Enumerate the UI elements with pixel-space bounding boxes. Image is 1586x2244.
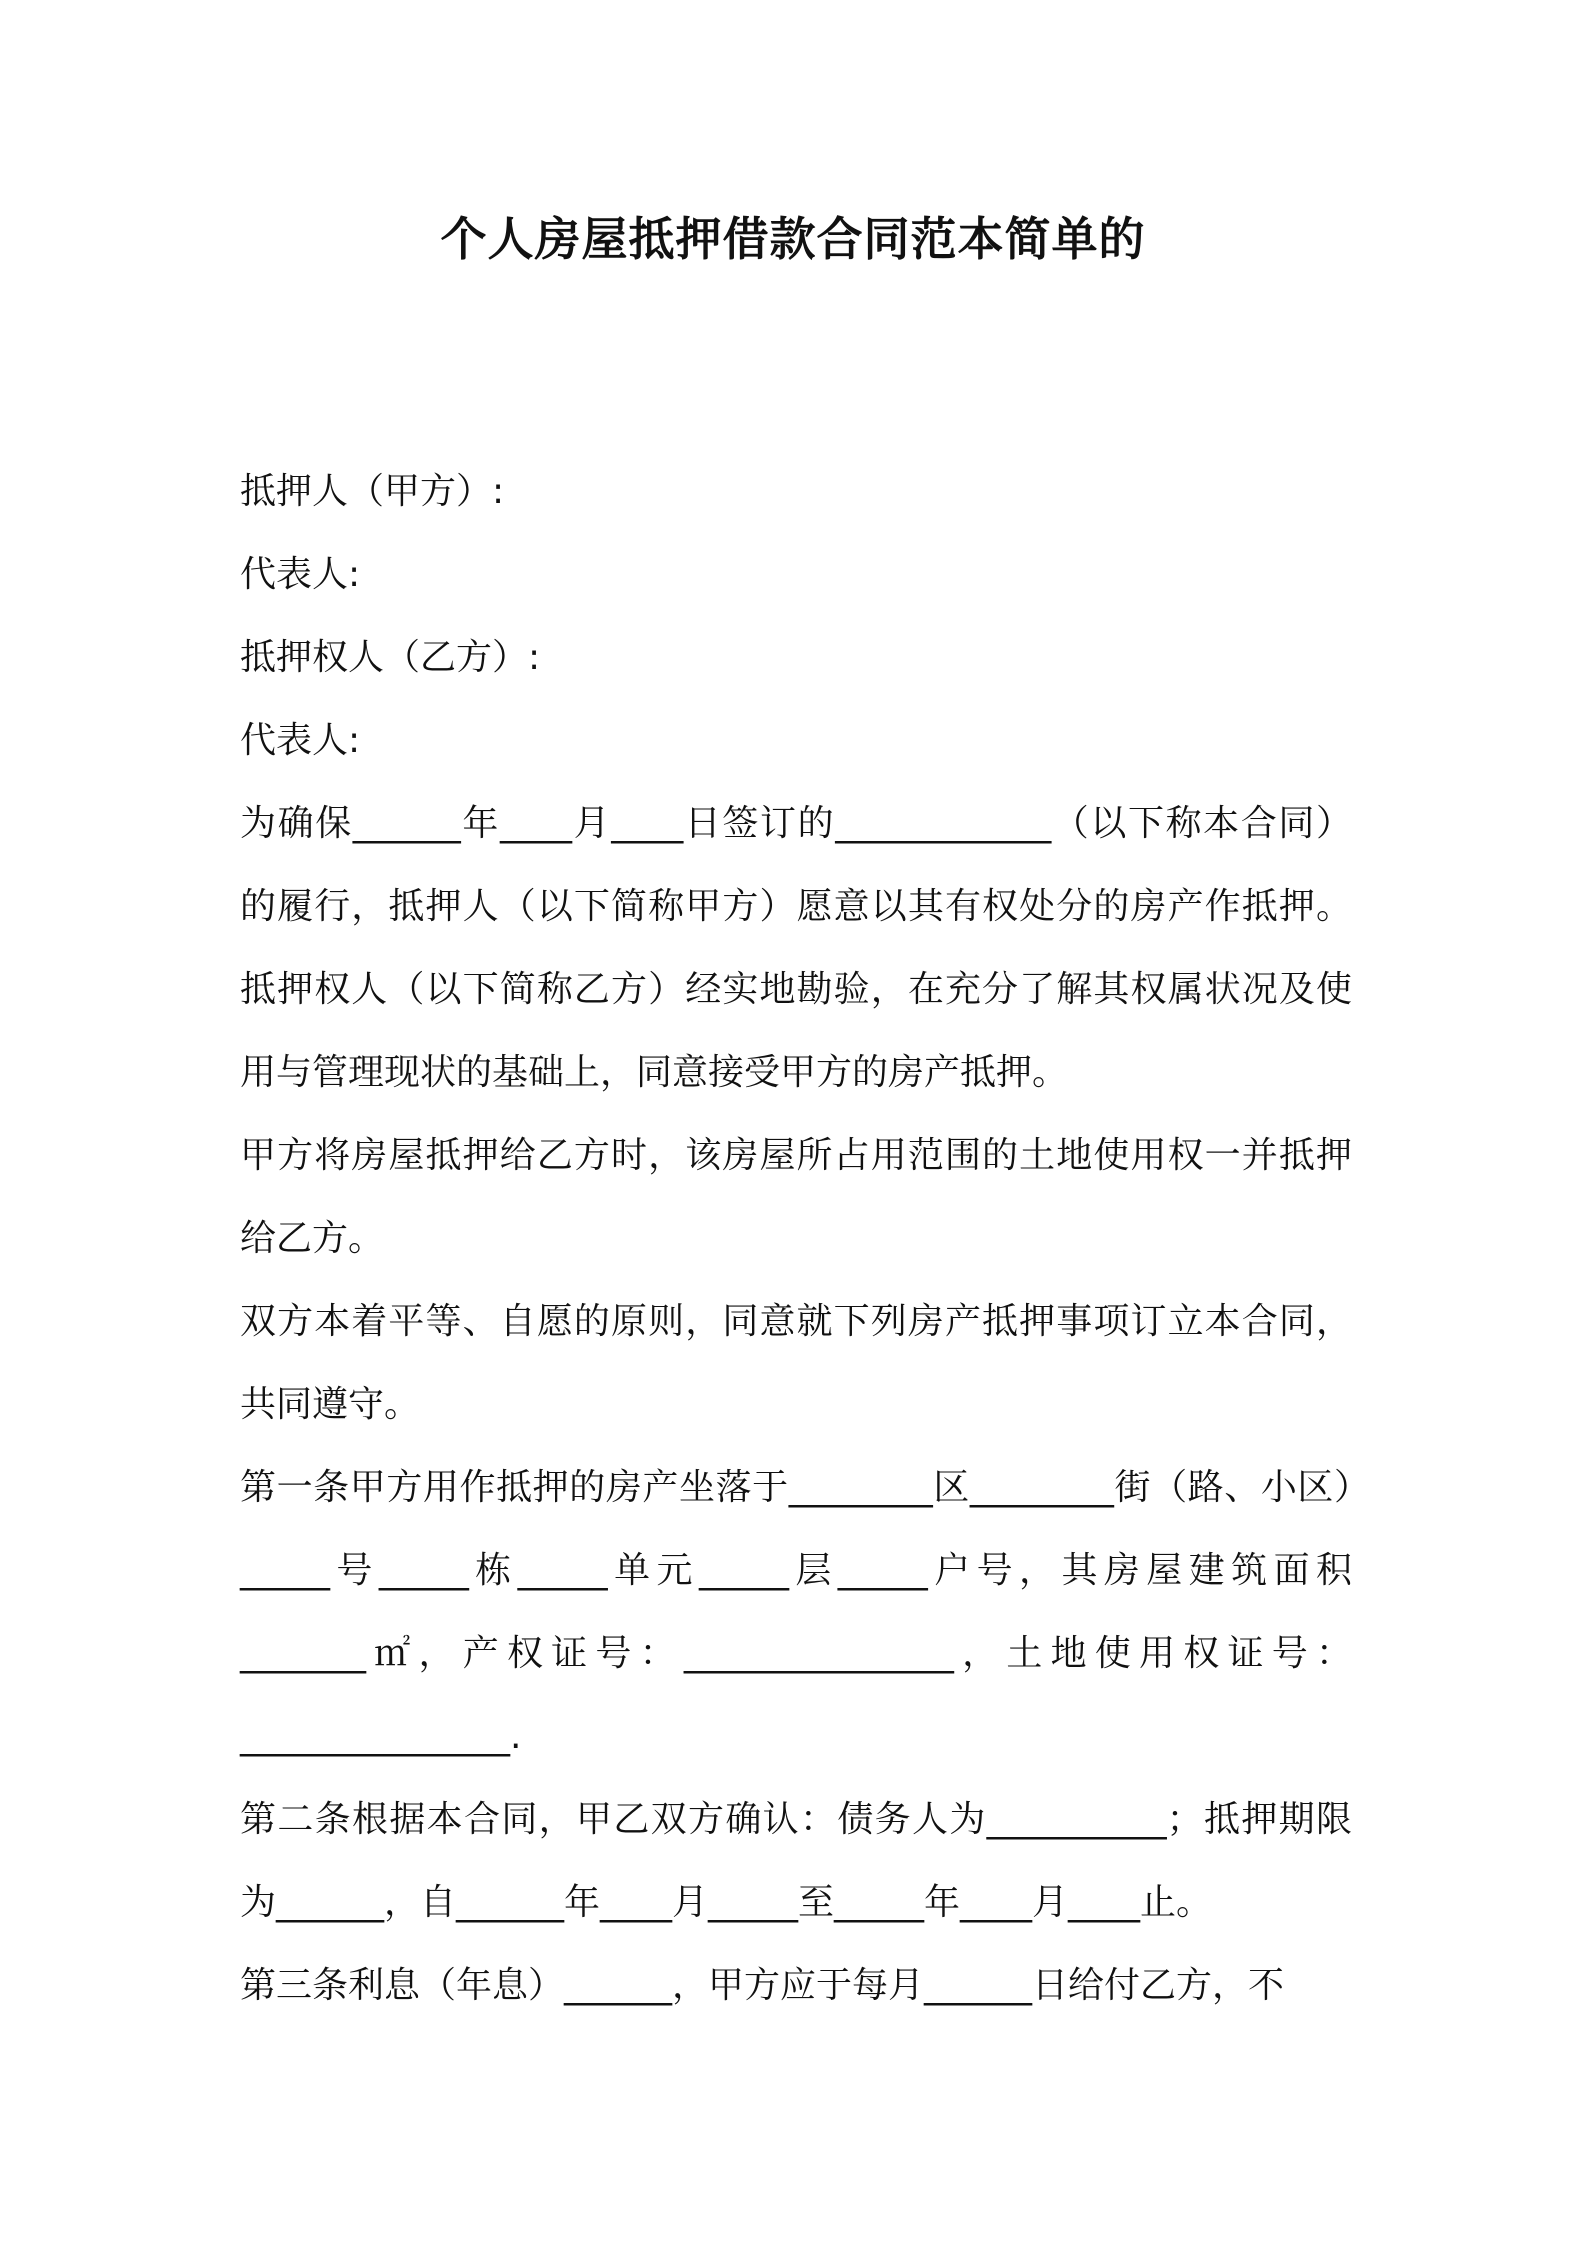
paragraph-article-1: 第一条甲方用作抵押的房产坐落于________区________街（路、小区）_____号_____栋_____单元_____层_____户号，其房屋建筑面积_______㎡，产权证号：_______________，土地使用权证号：_______________.	[240, 1467, 1352, 1757]
paragraph-article-3: 第三条利息（年息）______，甲方应于每月______日给付乙方，不	[240, 1965, 1285, 2006]
paragraph-mortgagor: 抵押人（甲方）:	[240, 471, 505, 512]
paragraph-mortgagor-representative: 代表人:	[240, 554, 361, 595]
paragraph-preamble: 为确保______年____月____日签订的____________（以下称本合同）的履行，抵押人（以下简称甲方）愿意以其有权处分的房产作抵押。抵押权人（以下简称乙方）经实地勘验，在充分了解其权属状况及使用与管理现状的基础上，同意接受甲方的房产抵押。	[240, 803, 1352, 1093]
paragraph-mortgagee-representative: 代表人:	[240, 720, 361, 761]
paragraph-land-use: 甲方将房屋抵押给乙方时，该房屋所占用范围的土地使用权一并抵押给乙方。	[240, 1135, 1352, 1259]
document-title: 个人房屋抵押借款合同范本简单的	[440, 212, 1146, 266]
paragraph-article-2: 第二条根据本合同，甲乙双方确认：债务人为__________；抵押期限为______，自______年____月_____至_____年____月____止。	[240, 1799, 1352, 1923]
paragraph-principle: 双方本着平等、自愿的原则，同意就下列房产抵押事项订立本合同，共同遵守。	[240, 1301, 1352, 1425]
paragraph-mortgagee: 抵押权人（乙方）:	[240, 637, 541, 678]
document-body	[240, 450, 1352, 2027]
